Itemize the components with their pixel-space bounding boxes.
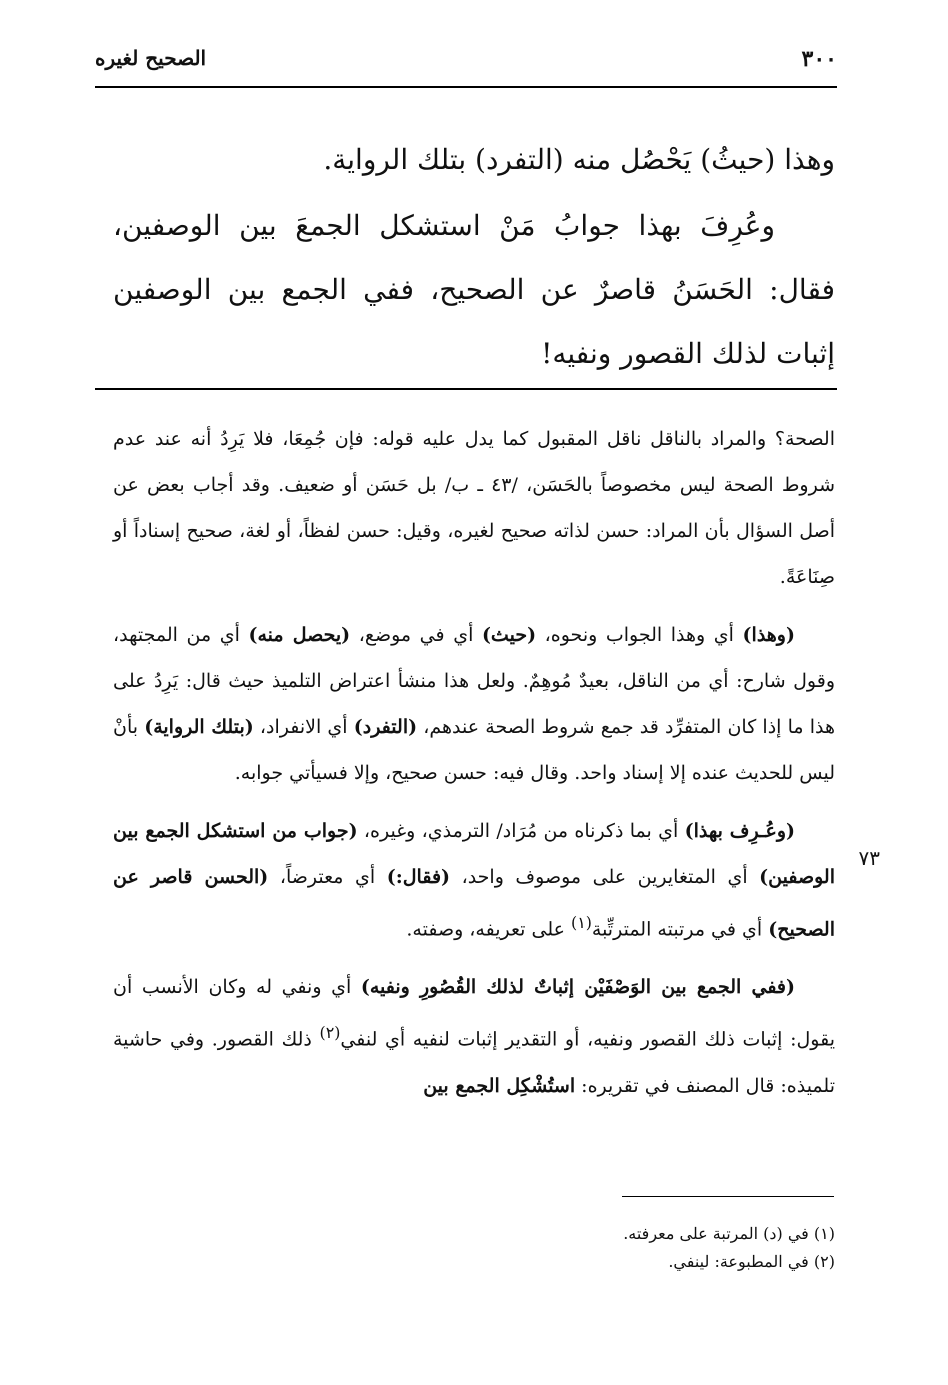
header-title: الصحيح لغيره	[95, 46, 207, 70]
commentary-text: أي في مرتبته المترتِّبة	[591, 918, 769, 941]
quoted-phrase: (التفرد)	[353, 716, 418, 738]
quoted-phrase: استُشْكِل الجمع بين	[423, 1074, 576, 1097]
running-header	[95, 46, 837, 78]
commentary-paragraph	[113, 964, 835, 1108]
quoted-phrase: (حيث)	[481, 624, 537, 646]
commentary-text: بأنْ ليس للحديث عنده إلا إسناد واحد. وقال فيه: حسن صحيح، وإلا فسيأتي جوابه.	[113, 716, 835, 784]
commentary	[113, 416, 835, 1121]
commentary-paragraph	[113, 612, 835, 796]
commentary-paragraph	[113, 808, 835, 952]
commentary-text: ذلك القصور. وفي حاشية تلميذه: قال المصنف في تقريره:	[113, 1028, 835, 1097]
commentary-text: أي المتغايرين على موصوف واحد،	[450, 866, 760, 888]
footnote: (١) في (د) المرتبة على معرفته.	[623, 1224, 835, 1243]
quoted-phrase: (وعُـرِف بهذا)	[684, 820, 795, 842]
quoted-phrase: (ففي الجمع بين الوَصْفَيْن إثباتٌ لذلك القُصُورِ ونفيه)	[360, 976, 795, 999]
commentary-text: على تعريفه، وصفته.	[406, 918, 571, 941]
section-divider	[95, 388, 837, 390]
quoted-phrase: (الحسن قاصر عن الصحيح)	[113, 866, 835, 941]
header-rule	[95, 86, 837, 88]
main-text	[113, 128, 835, 386]
footnote: (٢) في المطبوعة: لينفي.	[668, 1252, 835, 1271]
commentary-text: أي من المجتهد، وقول شارح: أي من الناقل، بعيدٌ مُوهِمٌ. ولعل هذا منشأ اعتراض التلميذ حيث قال: يَرِدُ على هذا ما إذا كان المتفرِّد قد جمع شروط الصحة عندهم،	[113, 624, 835, 738]
commentary-text: أي في موضع،	[350, 624, 482, 646]
quoted-phrase: (وهذا)	[742, 624, 795, 646]
quoted-phrase: (بتلك الرواية)	[144, 716, 254, 738]
commentary-text: أي الانفراد،	[253, 716, 354, 738]
main-text-paragraph: وعُرِفَ بهذا جوابُ مَنْ استشكل الجمعَ بين الوصفين، فقال: الحَسَنُ قاصرٌ عن الصحيح، ففي الجمع بين الوصفين إثبات لذلك القصور ونفيه!	[113, 209, 835, 370]
footnote-ref: (٢)	[319, 1023, 341, 1043]
quoted-phrase: (فقال:)	[386, 866, 451, 888]
page-number: ٣٠٠	[801, 46, 837, 72]
commentary-text: أي وهذا الجواب ونحوه،	[536, 624, 743, 646]
commentary-text: أي معترضاً،	[268, 866, 387, 888]
main-text-line: وهذا (حيثُ) يَحْصُل منه (التفرد) بتلك الرواية.	[323, 143, 835, 176]
quoted-phrase: (يحصل منه)	[248, 624, 351, 646]
commentary-text: أي ونفي له وكان الأنسب أن يقول: إثبات ذلك القصور ونفيه، أو التقدير إثبات لنفيه أي لنفي	[113, 976, 836, 1051]
quoted-phrase: (جواب من استشكل الجمع بين الوصفين)	[113, 820, 835, 888]
commentary-paragraph: الصحة؟ والمراد بالناقل ناقل المقبول كما يدل عليه قوله: فإن جُمِعَا، فلا يَرِدُ أنه عند عدم شروط الصحة ليس مخصوصاً بالحَسَن، /٤٣ ـ ب/ بل حَسَن أو ضعيف. وقد أجاب بعض عن أصل السؤال بأن المراد: حسن لذاته صحيح لغيره، وقيل: حسن لفظاً، أو لغة، صحيح إسناداً أو صِنَاعَةً.	[113, 428, 835, 588]
footnote-rule	[622, 1196, 834, 1197]
commentary-text: أي بما ذكرناه من مُرَاد/ الترمذي، وغيره،	[357, 820, 685, 842]
footnote-ref: (١)	[571, 913, 592, 932]
margin-number: ٧٣	[858, 846, 880, 870]
footnotes	[135, 1220, 835, 1276]
